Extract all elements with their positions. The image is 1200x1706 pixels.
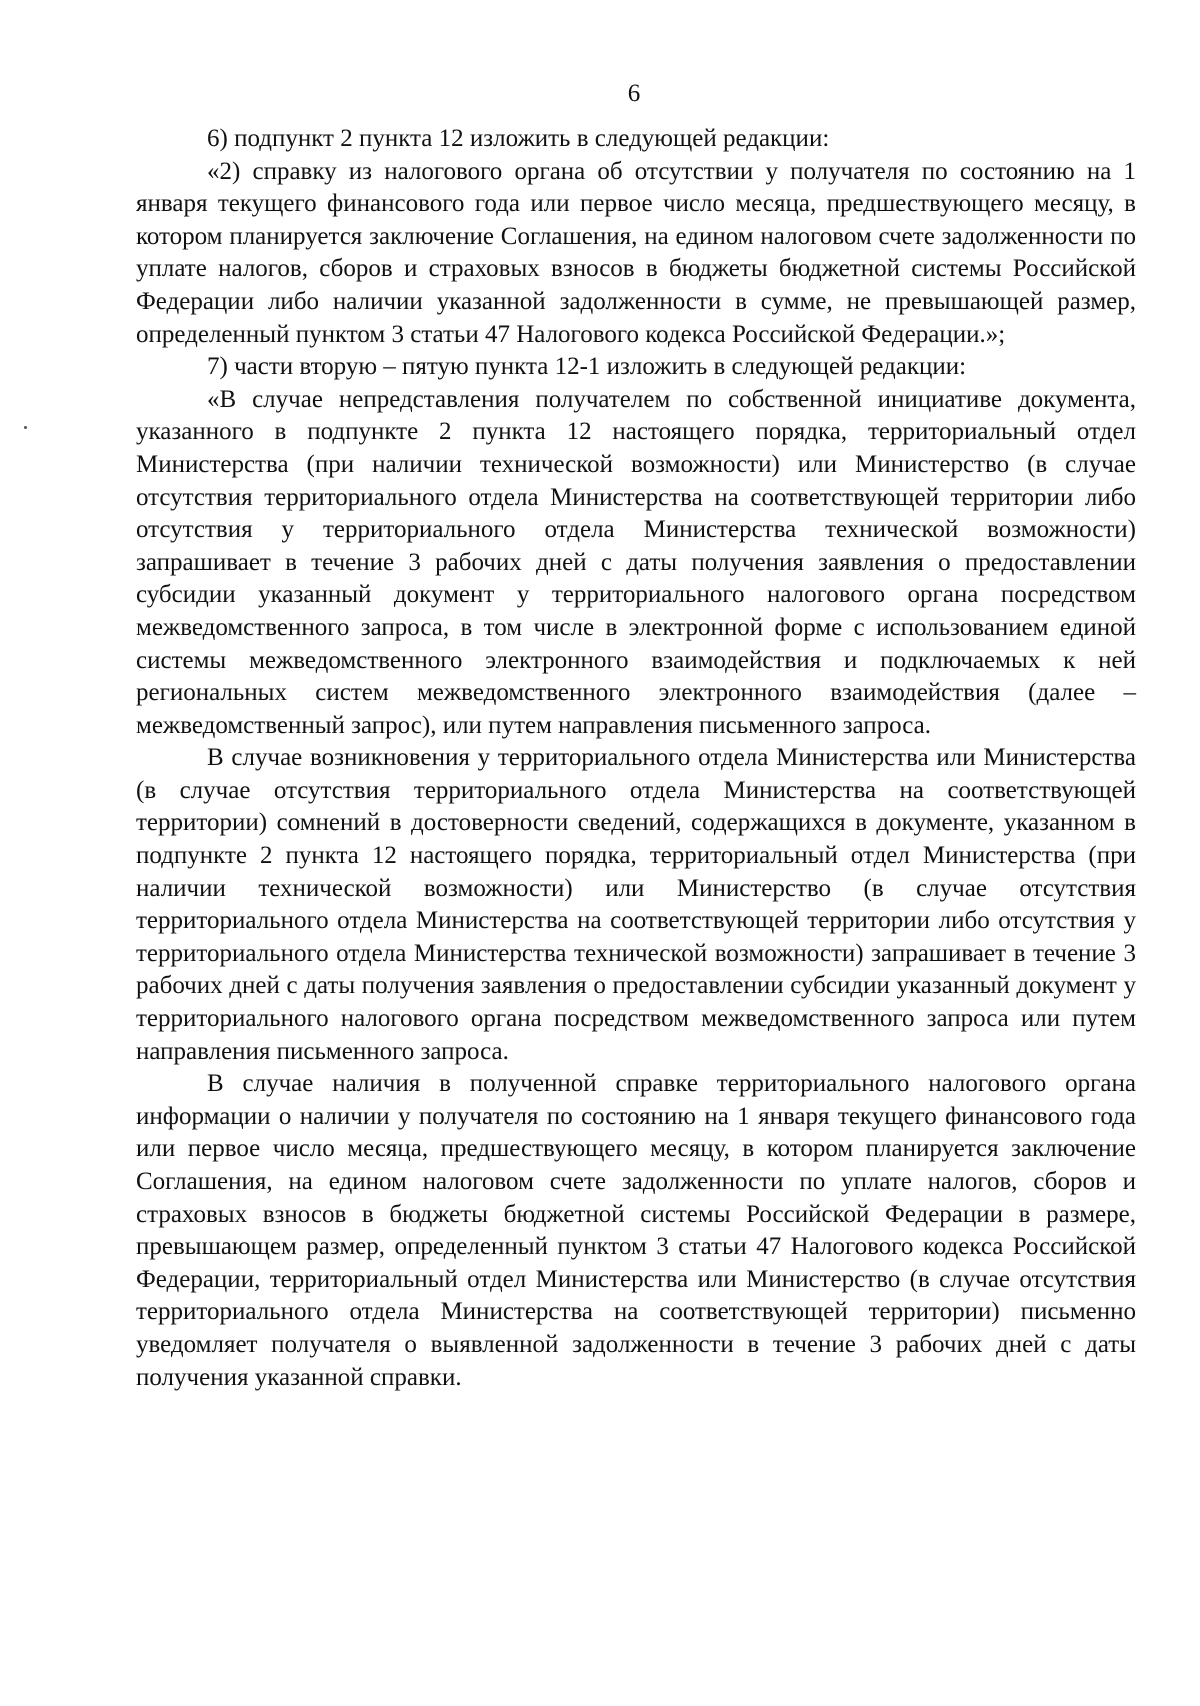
document-body bbox=[136, 123, 1136, 1394]
scan-speck bbox=[24, 426, 27, 429]
paragraph-item-7: 7) части вторую – пятую пункта 12-1 изложить в следующей редакции: bbox=[207, 353, 967, 381]
paragraph-quote-subitem-2: «2) справку из налогового органа об отсутствии у получателя по состоянию на 1 января текущего финансового года или первое число месяца, предшествующего месяцу, в котором планируется заключение Соглашения, на едином налоговом счете задолженности по уплате налогов, сборов и страховых взносов в бюджеты бюджетной системы Российской Федерации либо наличии указанной задолженности в сумме, не превышающей размер, определенный пунктом 3 статьи 47 Налогового кодекса Российской Федерации.»; bbox=[136, 157, 1136, 348]
paragraph-quote-part-2: «В случае непредставления получателем по собственной инициативе документа, указанного в подпункте 2 пункта 12 настоящего порядка, территориальный отдел Министерства (при наличии технической возможности) или Министерство (в случае отсутствия территориального отдела Министерства на соответствующей территории либо отсутствия у территориального отдела Министерства технической возможности) запрашивает в течение 3 рабочих дней с даты получения заявления о предоставлении субсидии указанный документ у территориального налогового органа посредством межведомственного запроса, в том числе в электронной форме с использованием единой системы межведомственного электронного взаимодействия и подключаемых к ней региональных систем межведомственного электронного взаимодействия (далее – межведомственный запрос), или путем направления письменного запроса. bbox=[136, 385, 1136, 739]
page-number: 6 bbox=[627, 80, 641, 107]
paragraph-item-6: 6) подпункт 2 пункта 12 изложить в следующей редакции: bbox=[207, 125, 830, 152]
paragraph-part-3: В случае возникновения у территориального отдела Министерства или Министерства (в случае отсутствия территориального отдела Министерства на соответствующей территории) сомнений в достоверности сведений, содержащихся в документе, указанном в подпункте 2 пункта 12 настоящего порядка, территориальный отдел Министерства (при наличии технической возможности) или Министерство (в случае отсутствия территориального отдела Министерства на соответствующей территории либо отсутствия у территориального отдела Министерства технической возможности) запрашивает в течение 3 рабочих дней с даты получения заявления о предоставлении субсидии указанный документ у территориального налогового органа посредством межведомственного запроса или путем направления письменного запроса. bbox=[136, 744, 1136, 1065]
paragraph-part-4: В случае наличия в полученной справке территориального налогового органа информации о наличии у получателя по состоянию на 1 января текущего финансового года или первое число месяца, предшествующего месяцу, в котором планируется заключение Соглашения, на едином налоговом счете задолженности по уплате налогов, сборов и страховых взносов в бюджеты бюджетной системы Российской Федерации в размере, превышающем размер, определенный пунктом 3 статьи 47 Налогового кодекса Российской Федерации, территориальный отдел Министерства или Министерство (в случае отсутствия территориального отдела Министерства на соответствующей территории) письменно уведомляет получателя о выявленной задолженности в течение 3 рабочих дней с даты получения указанной справки. bbox=[136, 1070, 1136, 1391]
